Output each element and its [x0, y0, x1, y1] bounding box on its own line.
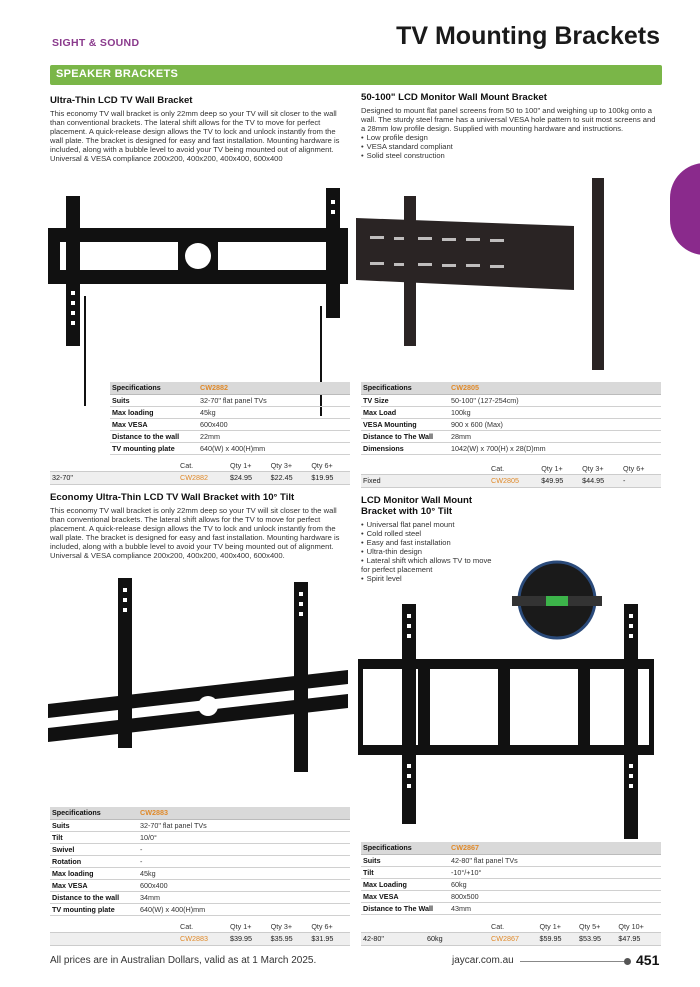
price-table-cw2867: Cat. Qty 1+ Qty 5+ Qty 10+ 42-80" 60kg CW2867 $59.95 $53.95 $47.95: [361, 921, 661, 946]
feature-list: • Universal flat panel mount • Cold rolled steel • Easy and fast installation • Ultra-thin design • Lateral shift which allows TV to move for perfect placement • Spirit level: [361, 520, 501, 583]
price-table-cw2883: Cat. Qty 1+ Qty 3+ Qty 6+ CW2883 $39.95 $35.95 $31.95: [50, 921, 350, 946]
bracket-image-cw2883: [48, 578, 350, 778]
spec-table-cw2805: Specifications CW2805 TV Size 50-100" (127-254cm) Max Load 100kg VESA Mounting 900 x 600 (Max) Distance to The Wall 28mm Dimensions 1042(W) x 700(H) x 28(D)mm: [361, 382, 661, 455]
bracket-arm: [294, 582, 308, 772]
category-label: SPEAKER BRACKETS: [56, 68, 179, 80]
page-number: 451: [636, 952, 660, 968]
bracket-image-cw2867: [358, 594, 654, 846]
product-title: 50-100" LCD Monitor Wall Mount Bracket: [361, 92, 547, 103]
feature-list: • Low profile design • VESA standard compliant • Solid steel construction: [361, 133, 661, 160]
spec-table-cw2882: Specifications CW2882 Suits 32-70" flat panel TVs Max loading 45kg Max VESA 600x400 Distance to the wall 22mm TV mounting plate 640(W) x 400(H)mm: [110, 382, 350, 455]
price-table-cw2805: Cat. Qty 1+ Qty 3+ Qty 6+ Fixed CW2805 $49.95 $44.95 -: [361, 463, 661, 488]
price-row[interactable]: 42-80" 60kg CW2867 $59.95 $53.95 $47.95: [361, 932, 661, 945]
price-disclaimer: All prices are in Australian Dollars, valid as at 1 March 2025.: [50, 955, 317, 966]
product-50-100-bracket: [361, 92, 661, 160]
centre-hole: [185, 243, 211, 269]
price-row[interactable]: 32-70" CW2882 $24.95 $22.45 $19.95: [50, 471, 350, 484]
product-ultra-thin-bracket: [50, 95, 350, 163]
product-lcd-tilt-bracket: [361, 495, 501, 583]
chapter-tab[interactable]: [670, 163, 700, 255]
spec-table-cw2867: Specifications CW2867 Suits 42-80" flat panel TVs Tilt -10°/+10° Max Loading 60kg Max VESA 800x500 Distance to The Wall 43mm: [361, 842, 661, 915]
bracket-arm: [404, 196, 416, 346]
footer-divider: [520, 961, 626, 962]
product-description: This economy TV wall bracket is only 22mm deep so your TV will sit closer to the wall than conventional brackets. The lateral shift allows for the TV to move for perfect placement. A quick-release design allows the TV to lock and unlock instantly from the wall plate. The bracket is designed for easy and fast installation. Mounting hardware is included, along with a bubble level to avoid your TV being mounted out of alignment. Universal & VESA compliance 200x200, 400x200, 400x400, 600x400: [50, 109, 340, 163]
bracket-arm: [592, 178, 604, 370]
product-description: Designed to mount flat panel screens from 50 to 100" and weighing up to 100kg onto a wall. The sturdy steel frame has a universal VESA hole pattern to suit most screens and a 28mm low profile design. Supplied with mounting hardware and instructions.: [361, 106, 656, 133]
price-table-cw2882: Cat. Qty 1+ Qty 3+ Qty 6+ 32-70" CW2882 $24.95 $22.45 $19.95: [50, 460, 350, 485]
footer-dot-icon: [624, 958, 631, 965]
category-banner: [50, 65, 662, 85]
price-row[interactable]: Fixed CW2805 $49.95 $44.95 -: [361, 474, 661, 487]
product-title: LCD Monitor Wall Mount Bracket with 10° Tilt: [361, 495, 473, 517]
product-economy-tilt-bracket: [50, 492, 350, 560]
website-link[interactable]: jaycar.com.au: [452, 955, 514, 966]
bracket-frame: [356, 218, 574, 290]
centre-hole: [198, 696, 218, 716]
product-title: Economy Ultra-Thin LCD TV Wall Bracket with 10° Tilt: [50, 492, 295, 503]
bracket-arm: [118, 578, 132, 748]
section-label: SIGHT & SOUND: [52, 37, 140, 49]
product-title: Ultra-Thin LCD TV Wall Bracket: [50, 95, 193, 106]
bracket-arm: [624, 604, 638, 839]
bracket-image-cw2805: [356, 178, 616, 388]
price-row[interactable]: CW2883 $39.95 $35.95 $31.95: [50, 932, 350, 945]
spec-table-cw2883: Specifications CW2883 Suits 32-70" flat panel TVs Tilt 10/0° Swivel - Rotation - Max loading 45kg Max VESA 600x400 Distance to the wall 34mm TV mounting plate 640(W) x 400(H)mm: [50, 807, 350, 916]
bracket-arm: [326, 188, 340, 318]
product-description: This economy TV wall bracket is only 22mm deep so your TV will sit closer to the wall than conventional brackets. The lateral shift allows for the TV to move for perfect placement. A quick-release design allows the TV to lock and unlock instantly from the wall plate. The bracket is designed for easy and fast installation. Mounting hardware is included, along with a bubble level to avoid your TV being mounted out of alignment. Universal & VESA compliance 200x200, 400x200, 400x400, 600x400.: [50, 506, 340, 560]
page-title: TV Mounting Brackets: [396, 22, 660, 50]
